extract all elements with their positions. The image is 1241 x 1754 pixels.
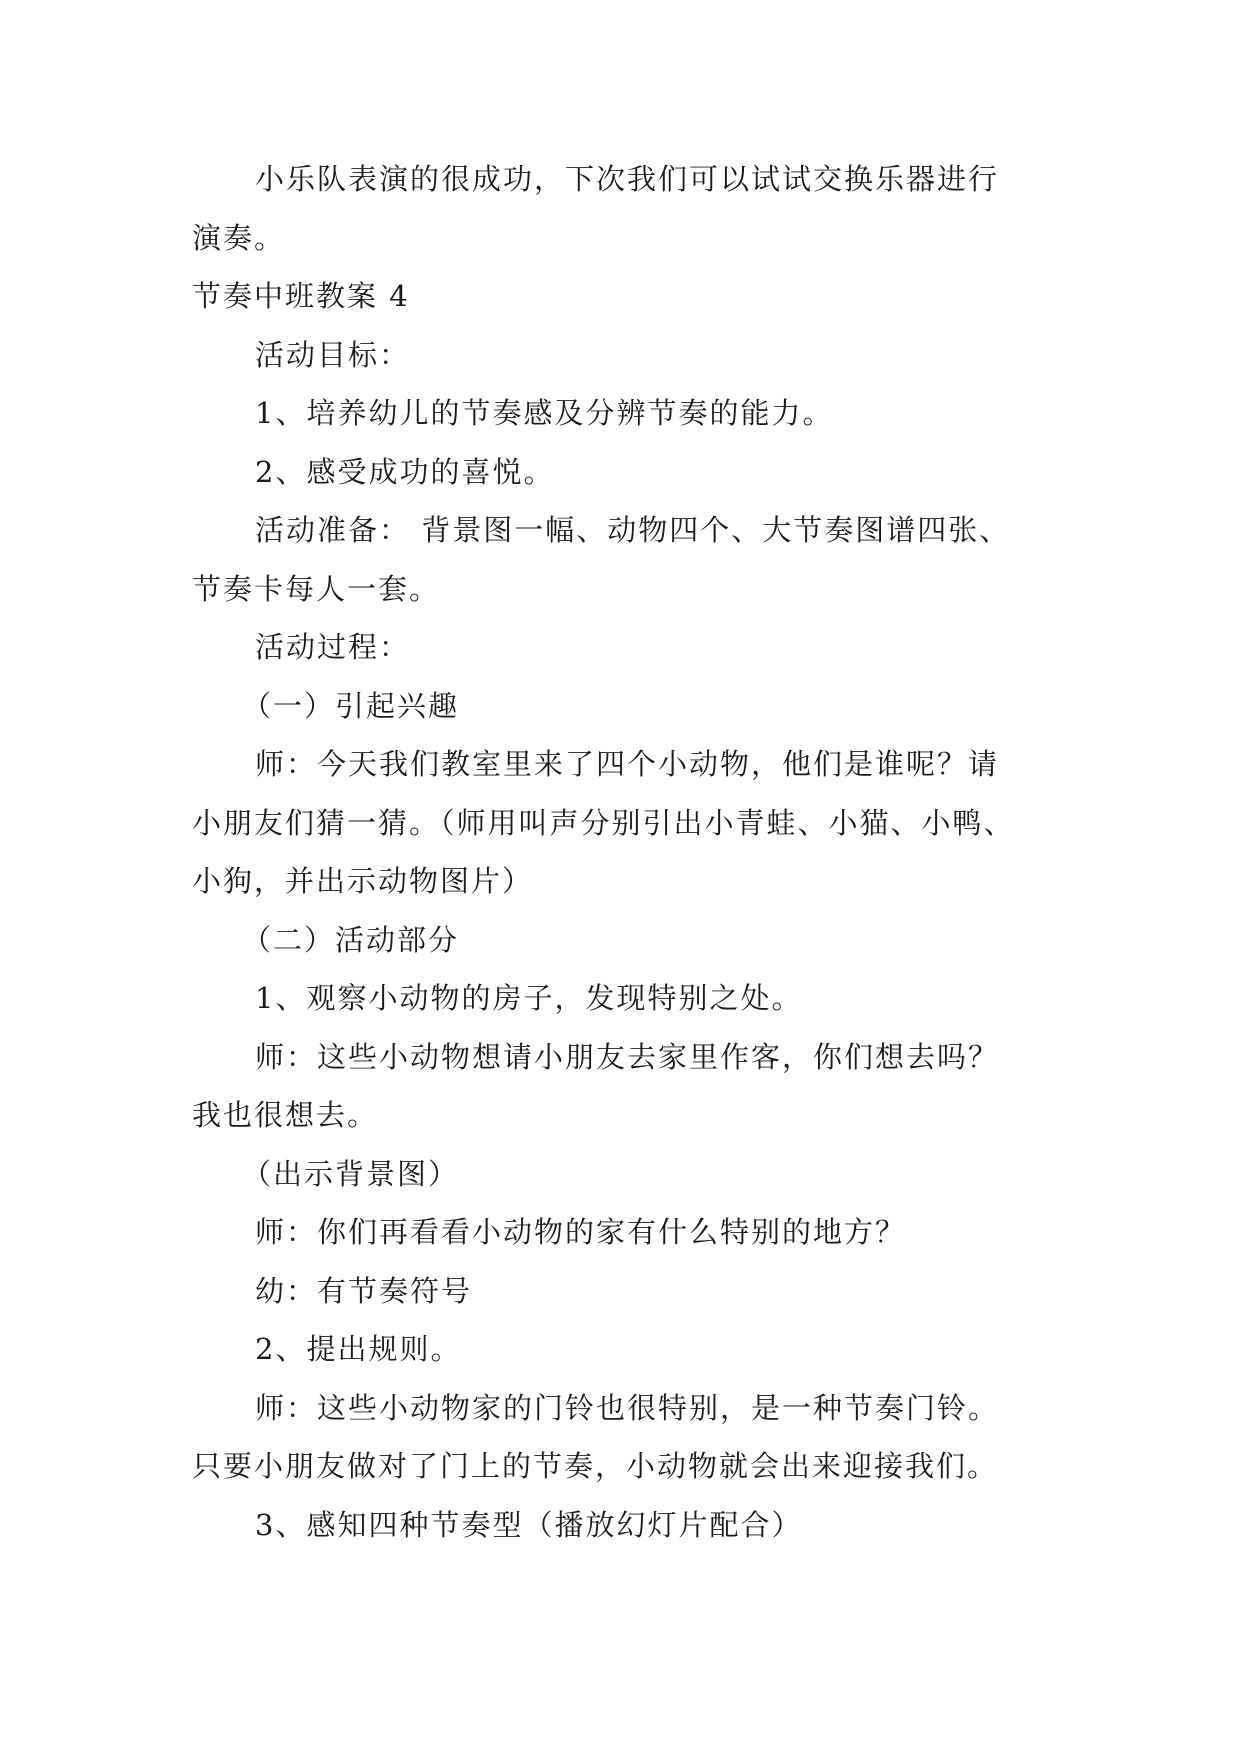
subsection-heading: （二）活动部分 [242,922,460,957]
list-item: 1、培养幼儿的节奏感及分辨节奏的能力。 [255,396,834,430]
paragraph-line: 节奏卡每人一套。 [192,571,441,606]
paragraph-line: 师：这些小动物想请小朋友去家里作客，你们想去吗？ [255,1039,1000,1074]
section-heading: 节奏中班教案 4 [192,279,410,313]
paragraph-line: 只要小朋友做对了门上的节奏，小动物就会出来迎接我们。 [192,1449,999,1483]
paragraph-line: 师：今天我们教室里来了四个小动物，他们是谁呢？请 [255,747,1000,781]
paragraph-line: 演奏。 [192,220,286,255]
document-page [192,150,1052,1554]
paragraph-line: 师：你们再看看小动物的家有什么特别的地方？ [255,1215,907,1249]
paragraph-line: 幼：有节奏符号 [255,1273,473,1308]
paragraph-line: 活动准备： 背景图一幅、动物四个、大节奏图谱四张、 [255,513,1011,547]
list-item: 3、感知四种节奏型（播放幻灯片配合） [255,1507,803,1542]
paragraph-line: 小乐队表演的很成功，下次我们可以试试交换乐器进行 [255,162,1000,196]
paragraph-line: 小狗，并出示动物图片） [192,864,534,898]
list-item: 1、观察小动物的房子，发现特别之处。 [255,981,803,1015]
paragraph-line: （出示背景图） [242,1156,460,1191]
subheading-process: 活动过程： [255,630,411,664]
paragraph-line: 我也很想去。 [192,1098,379,1132]
list-item: 2、感受成功的喜悦。 [255,454,555,489]
paragraph-line: 师：这些小动物家的门铃也很特别，是一种节奏门铃。 [255,1390,1000,1425]
subheading-goals: 活动目标： [255,337,411,372]
subsection-heading: （一）引起兴趣 [242,688,460,723]
list-item: 2、提出规则。 [255,1332,462,1366]
paragraph-line: 小朋友们猜一猜。（师用叫声分别引出小青蛙、小猫、小鸭、 [192,805,1015,840]
